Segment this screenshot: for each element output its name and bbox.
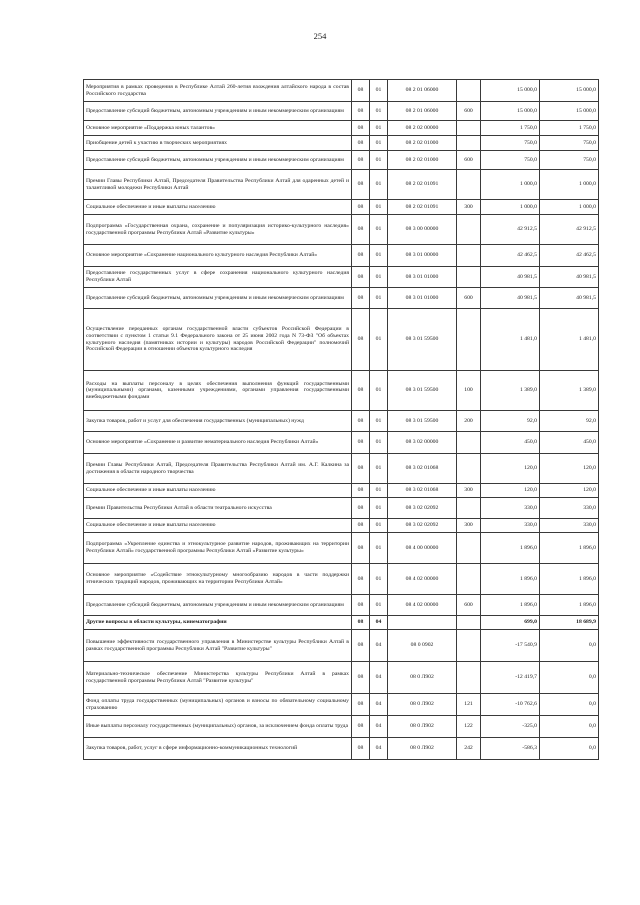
table-row	[84, 564, 599, 595]
row-amount-1: 1 481,0	[481, 309, 540, 371]
row-section: 08	[352, 716, 370, 738]
row-expense-type: 300	[457, 519, 481, 533]
row-expense-type	[457, 564, 481, 595]
table-row	[84, 288, 599, 309]
row-target-item: 08 0 Л902	[388, 738, 457, 760]
row-section: 08	[352, 630, 370, 662]
row-amount-2: 15 000,0	[540, 102, 599, 121]
row-subsection: 04	[370, 694, 388, 716]
row-target-item: 08 3 02 02092	[388, 498, 457, 519]
row-amount-1: 1 896,0	[481, 564, 540, 595]
row-subsection: 04	[370, 630, 388, 662]
row-target-item: 08 2 02 00000	[388, 121, 457, 136]
row-amount-1: -12 419,7	[481, 662, 540, 694]
table-body	[84, 80, 599, 760]
row-subsection: 01	[370, 432, 388, 454]
table-row	[84, 616, 599, 630]
row-amount-1: 750,0	[481, 136, 540, 151]
row-amount-1: 15 000,0	[481, 102, 540, 121]
table-row	[84, 267, 599, 288]
row-target-item: 08 0 Л902	[388, 662, 457, 694]
row-section: 08	[352, 151, 370, 170]
row-section: 08	[352, 432, 370, 454]
row-amount-1: 42 912,5	[481, 215, 540, 245]
row-amount-2: 15 000,0	[540, 80, 599, 102]
row-name: Фонд оплаты труда государственных (муниципальных) органов и взносы по обязательному социальному страхованию	[84, 694, 352, 716]
table-row	[84, 595, 599, 616]
row-amount-1: 40 981,5	[481, 267, 540, 288]
table-row	[84, 245, 599, 267]
row-subsection: 01	[370, 498, 388, 519]
row-amount-2: 1 481,0	[540, 309, 599, 371]
row-target-item: 08 2 01 06000	[388, 102, 457, 121]
row-target-item: 08 3 01 01000	[388, 288, 457, 309]
row-section: 08	[352, 245, 370, 267]
table-row	[84, 716, 599, 738]
row-subsection: 01	[370, 533, 388, 564]
row-target-item: 08 3 01 00000	[388, 245, 457, 267]
row-name: Предоставление субсидий бюджетным, автономным учреждениям и иным некоммерческим организациям	[84, 595, 352, 616]
table-row	[84, 738, 599, 760]
row-target-item: 08 2 01 06000	[388, 80, 457, 102]
row-amount-2: 40 981,5	[540, 267, 599, 288]
table-row	[84, 519, 599, 533]
row-name: Мероприятия в рамках проведения в Республике Алтай 260-летия вхождения алтайского народа в состав Российского государства	[84, 80, 352, 102]
row-target-item: 08 3 02 00000	[388, 432, 457, 454]
row-amount-1: 1 896,0	[481, 595, 540, 616]
row-amount-1: 699,0	[481, 616, 540, 630]
row-amount-1: -325,0	[481, 716, 540, 738]
row-subsection: 01	[370, 484, 388, 498]
row-section: 08	[352, 267, 370, 288]
row-expense-type	[457, 630, 481, 662]
row-expense-type: 300	[457, 200, 481, 215]
row-target-item: 08 2 02 01000	[388, 151, 457, 170]
row-amount-1: 120,0	[481, 454, 540, 484]
row-amount-1: 92,0	[481, 411, 540, 432]
row-name: Приобщение детей к участию в творческих мероприятиях	[84, 136, 352, 151]
row-amount-2: 92,0	[540, 411, 599, 432]
table-row	[84, 533, 599, 564]
row-name: Осуществление переданных органам государственной власти субъектов Российской Федерации в соответствии с пунктом 1 статьи 9.1 Федерального закона от 25 июня 2002 года N 73-ФЗ "Об объектах культурного наследия (памятниках истории и культуры) народов Российской Федерации" полномочий Российской Федерации в отношении объектов культурного наследия	[84, 309, 352, 371]
row-amount-2: 18 689,9	[540, 616, 599, 630]
row-amount-2: 1 896,0	[540, 533, 599, 564]
row-name: Социальное обеспечение и иные выплаты населению	[84, 484, 352, 498]
row-target-item: 08 0 Л902	[388, 694, 457, 716]
page-number: 254	[313, 31, 327, 41]
row-amount-1: 330,0	[481, 498, 540, 519]
row-amount-1: 1 750,0	[481, 121, 540, 136]
row-section: 08	[352, 662, 370, 694]
row-target-item: 08 0 Л902	[388, 716, 457, 738]
table-row	[84, 662, 599, 694]
row-expense-type: 600	[457, 595, 481, 616]
table-row	[84, 102, 599, 121]
row-section: 08	[352, 411, 370, 432]
table-row	[84, 309, 599, 371]
row-name: Премии Главы Республики Алтай, Председателя Правительства Республики Алтай им. А.Г. Калкина за достижения в области народного творчества	[84, 454, 352, 484]
row-section: 08	[352, 738, 370, 760]
row-target-item: 08 4 00 00000	[388, 533, 457, 564]
row-subsection: 01	[370, 371, 388, 411]
row-amount-1: 42 462,5	[481, 245, 540, 267]
table-row	[84, 694, 599, 716]
row-amount-2: 1 750,0	[540, 121, 599, 136]
row-target-item: 08 0 0902	[388, 630, 457, 662]
row-amount-2: 0,0	[540, 630, 599, 662]
row-target-item	[388, 616, 457, 630]
row-name: Основное мероприятие «Содействие этнокультурному многообразию народов в части поддержки этнических традиций народов, проживающих на территории Республики Алтай»	[84, 564, 352, 595]
row-target-item: 08 2 02 01091	[388, 170, 457, 200]
row-target-item: 08 2 02 01000	[388, 136, 457, 151]
row-expense-type	[457, 533, 481, 564]
row-target-item: 08 3 01 59500	[388, 309, 457, 371]
row-name: Подпрограмма «Государственная охрана, сохранение и популяризация историко-культурного наследия» государственной программы Республики Алтай «Развитие культуры»	[84, 215, 352, 245]
row-section: 08	[352, 102, 370, 121]
row-name: Предоставление субсидий бюджетным, автономным учреждениям и иным некоммерческим организациям	[84, 102, 352, 121]
row-expense-type	[457, 662, 481, 694]
table-row	[84, 411, 599, 432]
row-expense-type: 121	[457, 694, 481, 716]
row-amount-1: 330,0	[481, 519, 540, 533]
row-amount-1: 1 896,0	[481, 533, 540, 564]
row-section: 08	[352, 498, 370, 519]
row-amount-2: 42 912,5	[540, 215, 599, 245]
row-name: Предоставление субсидий бюджетным, автономным учреждениям и иным некоммерческим организациям	[84, 288, 352, 309]
row-name: Премии Главы Республики Алтай, Председателя Правительства Республики Алтай для одаренных детей и талантливой молодежи Республики Алтай	[84, 170, 352, 200]
row-amount-1: -10 762,6	[481, 694, 540, 716]
row-name: Закупка товаров, работ, услуг в сфере информационно-коммуникационных технологий	[84, 738, 352, 760]
row-expense-type: 122	[457, 716, 481, 738]
row-expense-type	[457, 454, 481, 484]
row-subsection: 01	[370, 215, 388, 245]
row-amount-2: 0,0	[540, 662, 599, 694]
row-amount-2: 750,0	[540, 151, 599, 170]
row-amount-1: 15 000,0	[481, 80, 540, 102]
row-amount-1: 1 000,0	[481, 200, 540, 215]
row-amount-2: 330,0	[540, 498, 599, 519]
row-section: 08	[352, 200, 370, 215]
row-subsection: 04	[370, 616, 388, 630]
table-row	[84, 200, 599, 215]
row-target-item: 08 3 02 01068	[388, 454, 457, 484]
row-expense-type	[457, 170, 481, 200]
table-row	[84, 630, 599, 662]
row-subsection: 01	[370, 121, 388, 136]
row-expense-type	[457, 498, 481, 519]
row-target-item: 08 3 02 02092	[388, 519, 457, 533]
table-row	[84, 121, 599, 136]
row-section: 08	[352, 616, 370, 630]
row-expense-type: 600	[457, 288, 481, 309]
row-name: Основное мероприятие «Сохранение национального культурного наследия Республики Алтай»	[84, 245, 352, 267]
row-section: 08	[352, 694, 370, 716]
row-subsection: 01	[370, 151, 388, 170]
table-row	[84, 498, 599, 519]
row-section: 08	[352, 454, 370, 484]
row-amount-1: -586,3	[481, 738, 540, 760]
row-expense-type: 600	[457, 102, 481, 121]
row-amount-2: 330,0	[540, 519, 599, 533]
row-expense-type: 100	[457, 371, 481, 411]
row-section: 08	[352, 519, 370, 533]
row-expense-type: 600	[457, 151, 481, 170]
table-row	[84, 484, 599, 498]
row-name: Закупка товаров, работ и услуг для обеспечения государственных (муниципальных) нужд	[84, 411, 352, 432]
row-amount-1: 1 000,0	[481, 170, 540, 200]
row-expense-type	[457, 121, 481, 136]
row-expense-type	[457, 215, 481, 245]
row-amount-1: 1 389,0	[481, 371, 540, 411]
table-row	[84, 80, 599, 102]
row-amount-2: 0,0	[540, 694, 599, 716]
row-subsection: 01	[370, 519, 388, 533]
row-subsection: 01	[370, 411, 388, 432]
row-section: 08	[352, 215, 370, 245]
row-expense-type	[457, 616, 481, 630]
row-section: 08	[352, 595, 370, 616]
row-subsection: 01	[370, 267, 388, 288]
row-name: Повышение эффективности государственного управления в Министерстве культуры Республики Алтай в рамках государственной программы Республики Алтай "Развитие культуры"	[84, 630, 352, 662]
row-amount-2: 42 462,5	[540, 245, 599, 267]
row-subsection: 01	[370, 102, 388, 121]
row-expense-type	[457, 245, 481, 267]
row-name: Предоставление субсидий бюджетным, автономным учреждениям и иным некоммерческим организациям	[84, 151, 352, 170]
row-name: Основное мероприятие «Сохранение и развитие нематериального наследия Республики Алтай»	[84, 432, 352, 454]
row-subsection: 04	[370, 662, 388, 694]
table-row	[84, 371, 599, 411]
row-amount-2: 750,0	[540, 136, 599, 151]
row-expense-type	[457, 432, 481, 454]
row-subsection: 01	[370, 80, 388, 102]
row-amount-2: 1 389,0	[540, 371, 599, 411]
row-name: Расходы на выплаты персоналу в целях обеспечения выполнения функций государственными (муниципальными) органами, казенными учреждениями, органами управления государственными внебюджетными фондами	[84, 371, 352, 411]
row-amount-2: 120,0	[540, 454, 599, 484]
row-amount-2: 450,0	[540, 432, 599, 454]
row-amount-1: -17 540,9	[481, 630, 540, 662]
row-target-item: 08 3 00 00000	[388, 215, 457, 245]
row-expense-type	[457, 136, 481, 151]
row-name: Материально-техническое обеспечение Министерства культуры Республики Алтай в рамках государственной программы Республики Алтай "Развитие культуры"	[84, 662, 352, 694]
row-target-item: 08 3 01 59500	[388, 411, 457, 432]
row-target-item: 08 2 02 01091	[388, 200, 457, 215]
row-name: Иные выплаты персоналу государственных (муниципальных) органов, за исключением фонда оплаты труда	[84, 716, 352, 738]
row-name: Подпрограмма «Укрепление единства и этнокультурное развитие народов, проживающих на территории Республики Алтай» государственной программы Республики Алтай «Развитие культуры»	[84, 533, 352, 564]
row-amount-2: 1 000,0	[540, 200, 599, 215]
row-subsection: 01	[370, 595, 388, 616]
row-amount-2: 40 981,5	[540, 288, 599, 309]
row-subsection: 04	[370, 716, 388, 738]
row-expense-type	[457, 80, 481, 102]
table-row	[84, 432, 599, 454]
row-amount-2: 1 896,0	[540, 595, 599, 616]
row-section: 08	[352, 136, 370, 151]
row-name: Премии Правительства Республики Алтай в области театрального искусства	[84, 498, 352, 519]
row-expense-type: 300	[457, 484, 481, 498]
row-expense-type	[457, 309, 481, 371]
row-subsection: 01	[370, 136, 388, 151]
row-subsection: 01	[370, 200, 388, 215]
row-expense-type	[457, 267, 481, 288]
row-name: Социальное обеспечение и иные выплаты населению	[84, 519, 352, 533]
row-target-item: 08 3 01 59500	[388, 371, 457, 411]
row-amount-1: 750,0	[481, 151, 540, 170]
row-subsection: 04	[370, 738, 388, 760]
table-row	[84, 151, 599, 170]
row-subsection: 01	[370, 288, 388, 309]
table-row	[84, 136, 599, 151]
row-subsection: 01	[370, 564, 388, 595]
row-name: Социальное обеспечение и иные выплаты населению	[84, 200, 352, 215]
row-subsection: 01	[370, 454, 388, 484]
row-expense-type: 242	[457, 738, 481, 760]
row-name: Предоставление государственных услуг в сфере сохранения национального культурного наследия Республики Алтай	[84, 267, 352, 288]
row-amount-1: 40 981,5	[481, 288, 540, 309]
row-subsection: 01	[370, 245, 388, 267]
row-section: 08	[352, 80, 370, 102]
table-row	[84, 170, 599, 200]
row-section: 08	[352, 170, 370, 200]
row-section: 08	[352, 533, 370, 564]
row-section: 08	[352, 371, 370, 411]
row-section: 08	[352, 121, 370, 136]
row-target-item: 08 4 02 00000	[388, 595, 457, 616]
budget-table	[83, 79, 599, 760]
row-target-item: 08 3 01 01000	[388, 267, 457, 288]
row-section: 08	[352, 309, 370, 371]
row-amount-2: 0,0	[540, 716, 599, 738]
row-name: Основное мероприятие «Поддержка юных талантов»	[84, 121, 352, 136]
row-subsection: 01	[370, 309, 388, 371]
row-section: 08	[352, 564, 370, 595]
row-section: 08	[352, 484, 370, 498]
row-target-item: 08 4 02 00000	[388, 564, 457, 595]
row-section: 08	[352, 288, 370, 309]
table-row	[84, 454, 599, 484]
row-amount-2: 1 000,0	[540, 170, 599, 200]
row-subsection: 01	[370, 170, 388, 200]
row-name: Другие вопросы в области культуры, кинематографии	[84, 616, 352, 630]
row-target-item: 08 3 02 01068	[388, 484, 457, 498]
row-expense-type: 200	[457, 411, 481, 432]
table-row	[84, 215, 599, 245]
row-amount-2: 120,0	[540, 484, 599, 498]
row-amount-1: 120,0	[481, 484, 540, 498]
row-amount-2: 1 896,0	[540, 564, 599, 595]
row-amount-2: 0,0	[540, 738, 599, 760]
row-amount-1: 450,0	[481, 432, 540, 454]
